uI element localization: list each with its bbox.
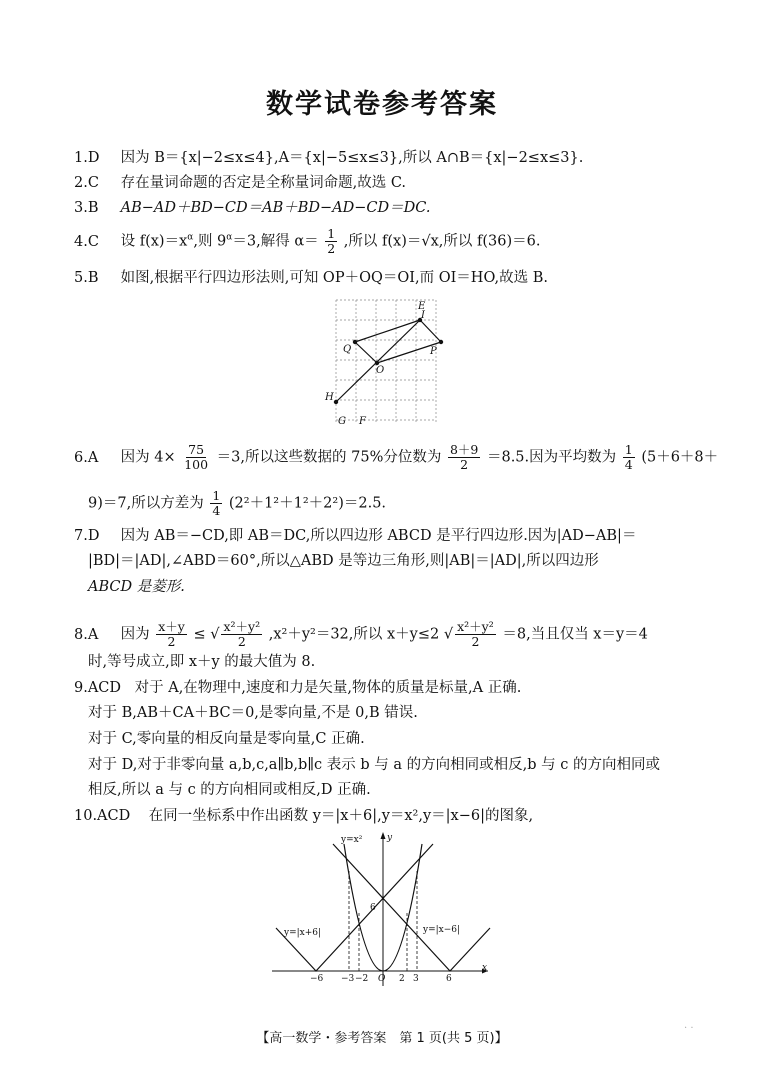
answer-8-a2: ≤ bbox=[193, 626, 206, 643]
fraction-denominator: 100 bbox=[184, 457, 209, 472]
tick-pos-6: 6 bbox=[446, 974, 452, 984]
tick-neg-6: −6 bbox=[310, 974, 324, 984]
label-P: P bbox=[430, 346, 437, 357]
label-F: F bbox=[359, 416, 366, 427]
segment-QI bbox=[355, 320, 420, 342]
answer-3 bbox=[74, 198, 714, 218]
scan-mark-dots: . . bbox=[684, 1020, 694, 1031]
answer-4 bbox=[74, 227, 714, 256]
answer-10 bbox=[74, 806, 714, 826]
answer-1-text: 因为 B＝{x|−2≤x≤4},A＝{x|−5≤x≤3},所以 A∩B＝{x|−2≤x≤3}. bbox=[120, 150, 584, 166]
page-title: 数学试卷参考答案 bbox=[266, 89, 498, 120]
fraction-denominator: 4 bbox=[624, 457, 633, 472]
answer-8-a1: 因为 bbox=[120, 626, 150, 643]
answer-6-a1: 因为 4× bbox=[120, 449, 176, 466]
label-G: G bbox=[338, 416, 346, 427]
answer-6-a2: ＝3,所以这些数据的 75%分位数为 bbox=[216, 449, 442, 466]
answer-8-radical-1 bbox=[221, 620, 262, 649]
point-P bbox=[439, 340, 443, 344]
answer-9-line-3: 对于 C,零向量的相反向量是零向量,C 正确. bbox=[88, 731, 365, 747]
tick-neg-3: −3 bbox=[341, 974, 355, 984]
answer-8 bbox=[74, 620, 714, 649]
fraction-numerator: 1 bbox=[212, 488, 221, 503]
fraction-numerator: x²＋y² bbox=[223, 619, 261, 634]
label-x-axis: x bbox=[482, 963, 488, 973]
fraction-denominator: 2 bbox=[327, 241, 336, 256]
segment-HI bbox=[336, 320, 420, 402]
tick-pos-2: 2 bbox=[399, 974, 405, 984]
sqrt-icon: √ bbox=[210, 626, 220, 643]
segment-IP bbox=[420, 320, 441, 342]
label-abs-x-plus-6: y=|x+6| bbox=[284, 928, 322, 938]
answer-9-line-2: 对于 B,AB＋CA＋BC＝0,是零向量,不是 0,B 错误. bbox=[88, 705, 418, 721]
label-y-six: 6 bbox=[370, 903, 376, 913]
answer-2-number: 2.C bbox=[74, 175, 99, 191]
answer-7-line-3: ABCD 是菱形. bbox=[88, 579, 185, 595]
fraction-numerator: 1 bbox=[327, 226, 336, 241]
page-footer: 【高一数学・参考答案 第 1 页(共 5 页)】 bbox=[256, 1031, 508, 1046]
answer-8-line-2: 时,等号成立,即 x＋y 的最大值为 8. bbox=[88, 654, 316, 670]
answer-6-a3: ＝8.5.因为平均数为 bbox=[486, 449, 617, 466]
answer-7-line-1: 因为 AB＝−CD,即 AB＝DC,所以四边形 ABCD 是平行四边形.因为|AD−AB|＝ bbox=[120, 528, 637, 544]
answer-4-mid-sup: α bbox=[226, 232, 233, 243]
answer-4-post: ,所以 f(x)＝√x,所以 f(36)＝6. bbox=[343, 233, 541, 250]
answer-8-a4: ＝8,当且仅当 x＝y＝4 bbox=[502, 626, 648, 643]
answer-1-number: 1.D bbox=[74, 150, 100, 166]
answer-6-number: 6.A bbox=[74, 449, 99, 466]
answer-10-number: 10.ACD bbox=[74, 808, 131, 824]
label-Q: Q bbox=[343, 344, 352, 355]
answer-8-a3: ,x²＋y²＝32,所以 x＋y≤2 bbox=[268, 626, 440, 643]
answer-5-number: 5.B bbox=[74, 270, 99, 286]
point-H bbox=[334, 400, 338, 404]
answer-2-text: 存在量词命题的否定是全称量词命题,故选 C. bbox=[120, 175, 407, 191]
label-E: E bbox=[418, 301, 426, 312]
answer-3-text: AB−AD＋BD−CD＝AB＋BD−AD−CD＝DC. bbox=[120, 200, 431, 216]
answer-6 bbox=[74, 442, 719, 472]
answer-6-fraction-1 bbox=[182, 443, 210, 472]
answer-6-b1: 9)＝7,所以方差为 bbox=[88, 495, 204, 512]
label-H: H bbox=[325, 392, 334, 403]
answer-6-fraction-4 bbox=[210, 489, 222, 518]
sqrt-icon: √ bbox=[443, 626, 454, 643]
fraction-numerator: 8＋9 bbox=[449, 442, 479, 457]
point-Q bbox=[353, 340, 357, 344]
curve-abs-x-plus-6 bbox=[276, 844, 433, 971]
fraction-numerator: 75 bbox=[188, 442, 205, 457]
fraction-denominator: 2 bbox=[237, 634, 246, 649]
answer-3-number: 3.B bbox=[74, 200, 99, 216]
answer-9-line-5: 相反,所以 a 与 c 的方向相同或相反,D 正确. bbox=[88, 782, 371, 798]
answer-8-fraction-1 bbox=[156, 620, 187, 649]
answer-4-mid2: ＝3,解得 α＝ bbox=[232, 233, 319, 250]
answer-6-line-2 bbox=[88, 489, 728, 518]
y-axis-arrow-icon bbox=[381, 832, 386, 839]
answer-4-pre: 设 f(x)＝x bbox=[120, 233, 188, 250]
tick-pos-3: 3 bbox=[413, 974, 419, 984]
fraction-numerator: x²＋y² bbox=[457, 619, 494, 634]
label-x-squared: y=x² bbox=[341, 835, 363, 845]
answer-6-fraction-3 bbox=[623, 443, 635, 472]
answer-6-b2: (2²＋1²＋1²＋2²)＝2.5. bbox=[228, 495, 387, 512]
answer-8-number: 8.A bbox=[74, 626, 99, 643]
answer-9-line-1: 对于 A,在物理中,速度和力是矢量,物体的质量是标量,A 正确. bbox=[134, 680, 522, 696]
answer-7-number: 7.D bbox=[74, 528, 100, 544]
label-abs-x-minus-6: y=|x−6| bbox=[423, 925, 461, 935]
answer-4-fraction bbox=[325, 227, 337, 256]
fraction-numerator: x＋y bbox=[158, 619, 185, 634]
tick-neg-2: −2 bbox=[355, 974, 369, 984]
answer-6-fraction-2 bbox=[448, 443, 480, 472]
answer-5-text: 如图,根据平行四边形法则,可知 OP＋OQ＝OI,而 OI＝HO,故选 B. bbox=[120, 270, 548, 286]
label-O: O bbox=[376, 365, 385, 376]
fraction-denominator: 2 bbox=[167, 634, 176, 649]
fraction-denominator: 4 bbox=[212, 503, 221, 518]
function-graph-figure bbox=[266, 830, 496, 986]
answer-7 bbox=[74, 526, 714, 546]
answer-2 bbox=[74, 173, 714, 193]
answer-4-number: 4.C bbox=[74, 233, 99, 250]
answer-8-radical-2 bbox=[455, 620, 496, 649]
answer-7-line-2: |BD|＝|AD|,∠ABD＝60°,所以△ABD 是等边三角形,则|AB|＝|AD|,所以四边形 bbox=[88, 553, 599, 569]
fraction-denominator: 2 bbox=[460, 457, 469, 472]
label-y-axis: y bbox=[387, 833, 393, 843]
fraction-numerator: 1 bbox=[624, 442, 633, 457]
answer-9-line-4: 对于 D,对于非零向量 a,b,c,a∥b,b∥c 表示 b 与 a 的方向相同或相反,b 与 c 的方向相同或 bbox=[88, 757, 660, 773]
curve-abs-x-minus-6 bbox=[333, 844, 490, 971]
answer-10-text: 在同一坐标系中作出函数 y＝|x＋6|,y＝x²,y＝|x−6|的图象, bbox=[148, 808, 534, 824]
answer-5 bbox=[74, 268, 714, 288]
answer-9 bbox=[74, 678, 714, 698]
answer-4-mid: ,则 9 bbox=[193, 233, 227, 250]
fraction-denominator: 2 bbox=[471, 634, 480, 649]
answer-6-a4: (5＋6＋8＋ bbox=[641, 449, 719, 466]
label-origin: O bbox=[378, 974, 386, 984]
label-I: I bbox=[421, 310, 425, 321]
answer-4-pre-sup: α bbox=[187, 232, 194, 243]
parallelogram-grid-figure bbox=[326, 296, 446, 428]
answer-9-number: 9.ACD bbox=[74, 680, 122, 696]
answer-1 bbox=[74, 148, 714, 168]
